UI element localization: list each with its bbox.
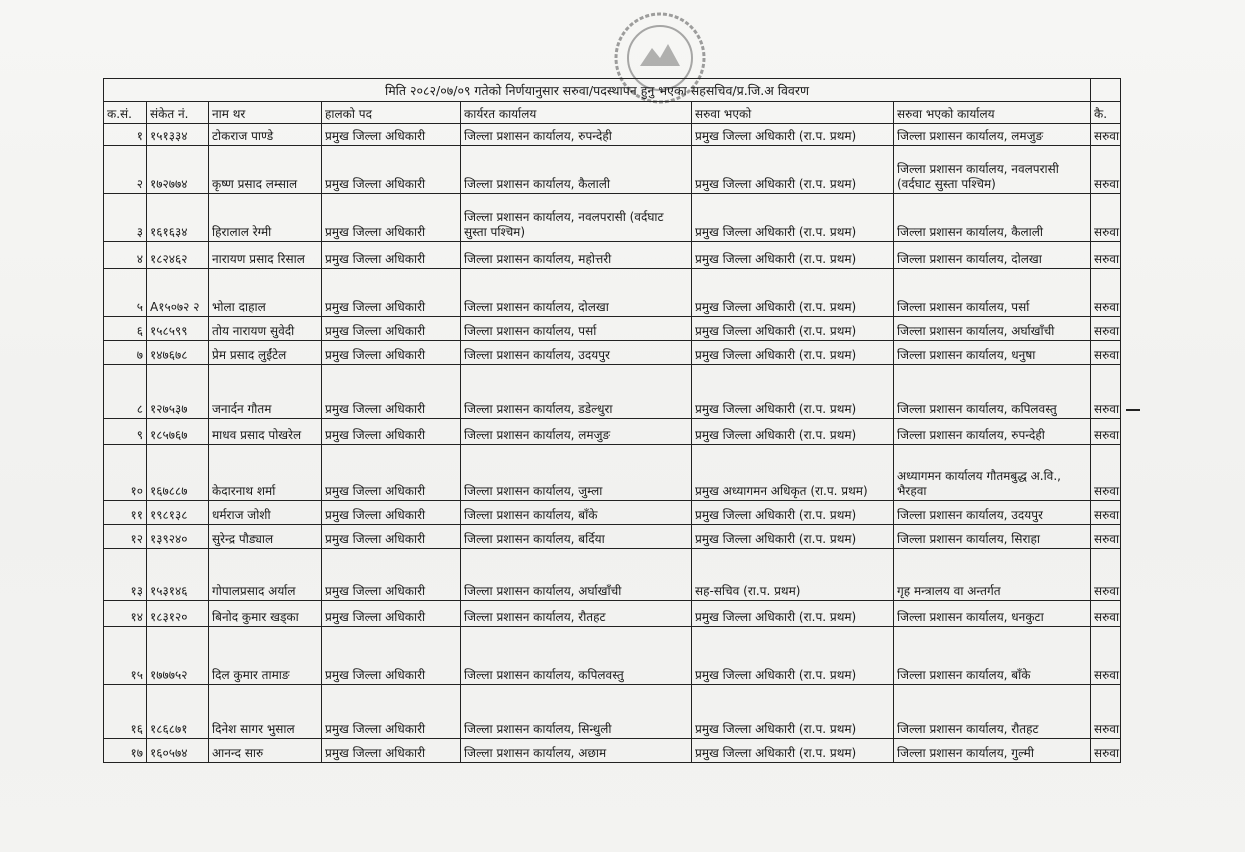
row-post: प्रमुख जिल्ला अधिकारी	[322, 341, 461, 365]
row-remark: सरुवा	[1091, 685, 1121, 739]
table-row	[104, 242, 1121, 269]
row-post: प्रमुख जिल्ला अधिकारी	[322, 549, 461, 601]
header-sn: क.सं.	[104, 102, 147, 124]
row-code: १५८५९९	[147, 317, 209, 341]
row-remark: सरुवा	[1091, 739, 1121, 763]
row-remark: सरुवा	[1091, 242, 1121, 269]
row-new-post: प्रमुख जिल्ला अधिकारी (रा.प. प्रथम)	[692, 627, 894, 685]
row-new-office: जिल्ला प्रशासन कार्यालय, पर्सा	[894, 269, 1091, 317]
row-remark: सरुवा	[1091, 146, 1121, 194]
row-name: दिल कुमार तामाङ	[209, 627, 322, 685]
header-office: कार्यरत कार्यालय	[461, 102, 692, 124]
row-code: १६०५७४	[147, 739, 209, 763]
row-code: १८५७६७	[147, 419, 209, 445]
row-name: कृष्ण प्रसाद लम्साल	[209, 146, 322, 194]
header-new-post: सरुवा भएको	[692, 102, 894, 124]
row-new-post: प्रमुख जिल्ला अधिकारी (रा.प. प्रथम)	[692, 601, 894, 627]
row-code: १६७८८७	[147, 445, 209, 501]
transfer-table	[103, 78, 1121, 763]
table-row	[104, 525, 1121, 549]
row-new-office: जिल्ला प्रशासन कार्यालय, लमजुङ	[894, 124, 1091, 146]
table-row	[104, 146, 1121, 194]
row-new-office: जिल्ला प्रशासन कार्यालय, अर्घाखाँची	[894, 317, 1091, 341]
row-new-office: जिल्ला प्रशासन कार्यालय, रुपन्देही	[894, 419, 1091, 445]
row-post: प्रमुख जिल्ला अधिकारी	[322, 124, 461, 146]
header-remark: कै.	[1091, 102, 1121, 124]
row-office: जिल्ला प्रशासन कार्यालय, जुम्ला	[461, 445, 692, 501]
table-row	[104, 269, 1121, 317]
row-code: १८२४६२	[147, 242, 209, 269]
row-name: टोकराज पाण्डे	[209, 124, 322, 146]
row-new-post: प्रमुख जिल्ला अधिकारी (रा.प. प्रथम)	[692, 194, 894, 242]
table-row	[104, 124, 1121, 146]
row-name: दिनेश सागर भुसाल	[209, 685, 322, 739]
row-sn: ५	[104, 269, 147, 317]
row-new-office: जिल्ला प्रशासन कार्यालय, बाँके	[894, 627, 1091, 685]
row-name: तोय नारायण सुवेदी	[209, 317, 322, 341]
row-sn: ६	[104, 317, 147, 341]
row-office: जिल्ला प्रशासन कार्यालय, अर्घाखाँची	[461, 549, 692, 601]
row-code: १५३१४६	[147, 549, 209, 601]
row-new-office: जिल्ला प्रशासन कार्यालय, धनकुटा	[894, 601, 1091, 627]
row-post: प्रमुख जिल्ला अधिकारी	[322, 419, 461, 445]
row-new-post: प्रमुख जिल्ला अधिकारी (रा.प. प्रथम)	[692, 124, 894, 146]
row-office: जिल्ला प्रशासन कार्यालय, बाँके	[461, 501, 692, 525]
row-new-office: जिल्ला प्रशासन कार्यालय, सिराहा	[894, 525, 1091, 549]
table-row	[104, 341, 1121, 365]
row-remark: सरुवा	[1091, 269, 1121, 317]
row-new-post: प्रमुख जिल्ला अधिकारी (रा.प. प्रथम)	[692, 317, 894, 341]
row-post: प्रमुख जिल्ला अधिकारी	[322, 317, 461, 341]
table-row	[104, 601, 1121, 627]
row-sn: १	[104, 124, 147, 146]
row-new-post: प्रमुख जिल्ला अधिकारी (रा.प. प्रथम)	[692, 269, 894, 317]
row-post: प्रमुख जिल्ला अधिकारी	[322, 242, 461, 269]
table-row	[104, 419, 1121, 445]
row-new-office: जिल्ला प्रशासन कार्यालय, गुल्मी	[894, 739, 1091, 763]
row-new-office: जिल्ला प्रशासन कार्यालय, दोलखा	[894, 242, 1091, 269]
row-sn: १३	[104, 549, 147, 601]
row-sn: ३	[104, 194, 147, 242]
row-new-office: गृह मन्त्रालय वा अन्तर्गत	[894, 549, 1091, 601]
row-name: भोला दाहाल	[209, 269, 322, 317]
row-post: प्रमुख जिल्ला अधिकारी	[322, 365, 461, 419]
table-row	[104, 445, 1121, 501]
row-office: जिल्ला प्रशासन कार्यालय, कपिलवस्तु	[461, 627, 692, 685]
row-post: प्रमुख जिल्ला अधिकारी	[322, 601, 461, 627]
row-remark: सरुवा	[1091, 124, 1121, 146]
table-title: मिति २०८२/०७/०९ गतेको निर्णयानुसार सरुवा/पदस्थापन हुनु भएका सहसचिव/प्र.जि.अ विवरण	[104, 79, 1091, 102]
header-name: नाम थर	[209, 102, 322, 124]
title-blank-cell	[1091, 79, 1121, 102]
row-new-post: प्रमुख जिल्ला अधिकारी (रा.प. प्रथम)	[692, 365, 894, 419]
row-office: जिल्ला प्रशासन कार्यालय, उदयपुर	[461, 341, 692, 365]
table-row	[104, 194, 1121, 242]
row-sn: १६	[104, 685, 147, 739]
row-sn: ४	[104, 242, 147, 269]
header-post: हालको पद	[322, 102, 461, 124]
row-remark: सरुवा	[1091, 549, 1121, 601]
table-row	[104, 627, 1121, 685]
row-new-post: प्रमुख जिल्ला अधिकारी (रा.प. प्रथम)	[692, 341, 894, 365]
row-sn: १५	[104, 627, 147, 685]
row-code: १३९२४०	[147, 525, 209, 549]
table-row	[104, 317, 1121, 341]
row-office: जिल्ला प्रशासन कार्यालय, डडेल्धुरा	[461, 365, 692, 419]
row-code: A१५०७२ २	[147, 269, 209, 317]
table-row	[104, 685, 1121, 739]
row-name: जनार्दन गौतम	[209, 365, 322, 419]
row-office: जिल्ला प्रशासन कार्यालय, अछाम	[461, 739, 692, 763]
row-office: जिल्ला प्रशासन कार्यालय, सिन्धुली	[461, 685, 692, 739]
row-code: १६१६३४	[147, 194, 209, 242]
row-remark: सरुवा	[1091, 601, 1121, 627]
row-new-post: प्रमुख जिल्ला अधिकारी (रा.प. प्रथम)	[692, 146, 894, 194]
row-office: जिल्ला प्रशासन कार्यालय, रुपन्देही	[461, 124, 692, 146]
row-new-office: जिल्ला प्रशासन कार्यालय, रौतहट	[894, 685, 1091, 739]
row-code: १७२७७४	[147, 146, 209, 194]
row-remark: सरुवा	[1091, 194, 1121, 242]
row-new-office: जिल्ला प्रशासन कार्यालय, उदयपुर	[894, 501, 1091, 525]
margin-pen-mark	[1126, 409, 1140, 411]
row-name: माधव प्रसाद पोखरेल	[209, 419, 322, 445]
row-name: धर्मराज जोशी	[209, 501, 322, 525]
row-remark: सरुवा	[1091, 317, 1121, 341]
row-new-office: अध्यागमन कार्यालय गौतमबुद्ध अ.वि., भैरहवा	[894, 445, 1091, 501]
row-remark: सरुवा	[1091, 365, 1121, 419]
row-sn: ७	[104, 341, 147, 365]
row-new-office: जिल्ला प्रशासन कार्यालय, धनुषा	[894, 341, 1091, 365]
row-sn: ८	[104, 365, 147, 419]
row-new-post: प्रमुख जिल्ला अधिकारी (रा.प. प्रथम)	[692, 501, 894, 525]
row-name: आनन्द सारु	[209, 739, 322, 763]
header-new-office: सरुवा भएको कार्यालय	[894, 102, 1091, 124]
row-name: प्रेम प्रसाद लुईंटेल	[209, 341, 322, 365]
row-post: प्रमुख जिल्ला अधिकारी	[322, 445, 461, 501]
header-row	[104, 102, 1121, 124]
row-office: जिल्ला प्रशासन कार्यालय, रौतहट	[461, 601, 692, 627]
row-code: १५१३३४	[147, 124, 209, 146]
row-code: १८३१२०	[147, 601, 209, 627]
row-sn: १७	[104, 739, 147, 763]
row-new-post: सह-सचिव (रा.प. प्रथम)	[692, 549, 894, 601]
row-office: जिल्ला प्रशासन कार्यालय, महोत्तरी	[461, 242, 692, 269]
row-sn: ११	[104, 501, 147, 525]
row-office: जिल्ला प्रशासन कार्यालय, लमजुङ	[461, 419, 692, 445]
row-post: प्रमुख जिल्ला अधिकारी	[322, 146, 461, 194]
row-post: प्रमुख जिल्ला अधिकारी	[322, 269, 461, 317]
table-row	[104, 365, 1121, 419]
row-sn: १२	[104, 525, 147, 549]
row-post: प्रमुख जिल्ला अधिकारी	[322, 501, 461, 525]
row-post: प्रमुख जिल्ला अधिकारी	[322, 525, 461, 549]
row-sn: २	[104, 146, 147, 194]
header-code: संकेत नं.	[147, 102, 209, 124]
row-office: जिल्ला प्रशासन कार्यालय, कैलाली	[461, 146, 692, 194]
row-office: जिल्ला प्रशासन कार्यालय, दोलखा	[461, 269, 692, 317]
row-remark: सरुवा	[1091, 525, 1121, 549]
row-post: प्रमुख जिल्ला अधिकारी	[322, 194, 461, 242]
row-code: १७७७५२	[147, 627, 209, 685]
row-code: १८६८७१	[147, 685, 209, 739]
table-row	[104, 549, 1121, 601]
row-new-office: जिल्ला प्रशासन कार्यालय, कैलाली	[894, 194, 1091, 242]
row-name: हिरालाल रेग्मी	[209, 194, 322, 242]
row-new-post: प्रमुख जिल्ला अधिकारी (रा.प. प्रथम)	[692, 685, 894, 739]
table-row	[104, 501, 1121, 525]
row-office: जिल्ला प्रशासन कार्यालय, नवलपरासी (वर्दघाट सुस्ता पश्चिम)	[461, 194, 692, 242]
row-office: जिल्ला प्रशासन कार्यालय, पर्सा	[461, 317, 692, 341]
row-new-post: प्रमुख अध्यागमन अधिकृत (रा.प. प्रथम)	[692, 445, 894, 501]
row-sn: १४	[104, 601, 147, 627]
row-code: १२७५३७	[147, 365, 209, 419]
table-body	[104, 124, 1121, 763]
row-new-post: प्रमुख जिल्ला अधिकारी (रा.प. प्रथम)	[692, 525, 894, 549]
row-post: प्रमुख जिल्ला अधिकारी	[322, 627, 461, 685]
table-row	[104, 739, 1121, 763]
row-new-office: जिल्ला प्रशासन कार्यालय, नवलपरासी (वर्दघाट सुस्ता पश्चिम)	[894, 146, 1091, 194]
row-name: बिनोद कुमार खड्का	[209, 601, 322, 627]
row-new-post: प्रमुख जिल्ला अधिकारी (रा.प. प्रथम)	[692, 739, 894, 763]
row-code: १९८१३८	[147, 501, 209, 525]
row-new-post: प्रमुख जिल्ला अधिकारी (रा.प. प्रथम)	[692, 419, 894, 445]
row-remark: सरुवा	[1091, 501, 1121, 525]
row-name: सुरेन्द्र पौड्याल	[209, 525, 322, 549]
row-post: प्रमुख जिल्ला अधिकारी	[322, 685, 461, 739]
row-new-office: जिल्ला प्रशासन कार्यालय, कपिलवस्तु	[894, 365, 1091, 419]
row-remark: सरुवा	[1091, 445, 1121, 501]
row-new-post: प्रमुख जिल्ला अधिकारी (रा.प. प्रथम)	[692, 242, 894, 269]
row-name: केदारनाथ शर्मा	[209, 445, 322, 501]
row-name: नारायण प्रसाद रिसाल	[209, 242, 322, 269]
row-office: जिल्ला प्रशासन कार्यालय, बर्दिया	[461, 525, 692, 549]
row-post: प्रमुख जिल्ला अधिकारी	[322, 739, 461, 763]
row-remark: सरुवा	[1091, 341, 1121, 365]
row-remark: सरुवा	[1091, 627, 1121, 685]
row-name: गोपालप्रसाद अर्याल	[209, 549, 322, 601]
row-code: १४७६७८	[147, 341, 209, 365]
row-remark: सरुवा	[1091, 419, 1121, 445]
row-sn: ९	[104, 419, 147, 445]
row-sn: १०	[104, 445, 147, 501]
